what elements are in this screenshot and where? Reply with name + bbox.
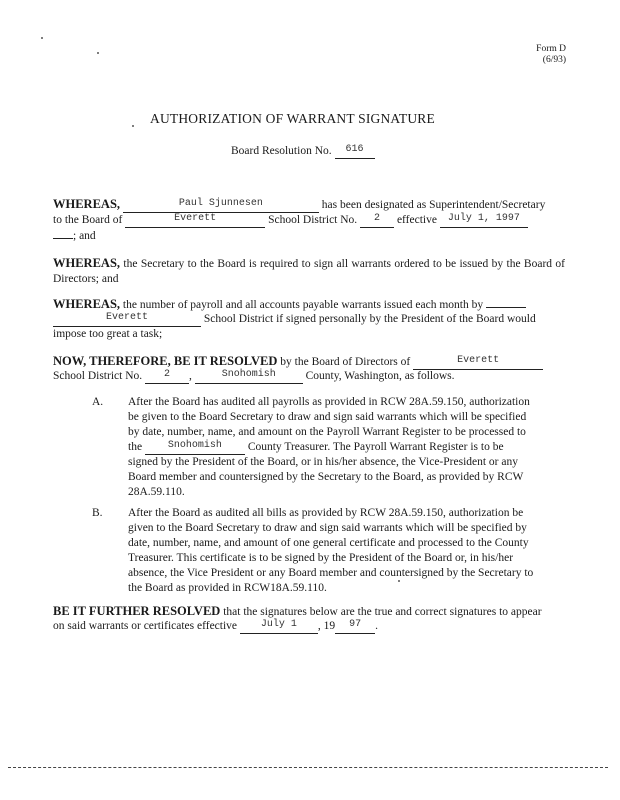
further-text1: that the signatures below are the true and correct signatures to appear [223,606,542,618]
item-a-county: Snohomish [145,443,245,455]
whereas1-text4: effective [396,214,437,226]
form-number-label: Form D [536,44,566,54]
whereas3-lead: WHEREAS, [53,297,121,311]
whereas3-text2: School District if signed personally by the President of the Board would [203,313,536,325]
item-b-line6: the Board as provided in RCW18A.59.110. [128,582,327,594]
now-therefore-text3: County, Washington, as follows. [305,370,455,382]
scan-speck [132,125,134,127]
designee-name: Paul Sjunnesen [123,201,319,213]
whereas1-district-no: 2 [360,216,394,228]
whereas3-blank [486,307,526,308]
whereas1-line1 [53,197,545,213]
scan-speck [398,580,400,582]
now-therefore-text2: School District No. [53,370,143,382]
now-therefore-district: Everett [413,358,543,370]
whereas1-text5: ; and [73,230,96,242]
item-a-label: A. [92,396,104,408]
whereas1-text1: has been designated as Superintendent/Secretary [321,199,546,211]
whereas3-text1: the number of payroll and all accounts payable warrants issued each month by [122,299,484,311]
item-b-paragraph [128,506,568,596]
whereas1-blank [53,238,73,239]
item-b-line1: After the Board as audited all bills as provided by RCW 28A.59.150, authorization be [128,507,524,519]
further-year-prefix: 19 [323,620,336,632]
item-a-line6: Board member and countersigned by the Secretary to the Board, as provided by RCW [128,471,524,483]
whereas1-district: Everett [125,216,265,228]
whereas1-line3 [53,229,96,243]
further-effective-date: July 1 [240,622,318,634]
now-therefore-line1 [53,354,543,370]
whereas2-text: the Secretary to the Board is required to sign all warrants ordered to be issued by the Board of Directors; and [53,258,566,285]
now-therefore-line2: School District No. 2 , Snohomish County, Washington, as follows. [53,369,455,382]
item-a-line1: After the Board has audited all payrolls as provided in RCW 28A.59.150, authorization [128,396,530,408]
scan-speck [41,37,43,39]
item-a-paragraph [128,395,568,500]
whereas1-text2: to the Board of [53,214,123,226]
further-text2: on said warrants or certificates effective [53,620,238,632]
item-a-line5: signed by the President of the Board, or in his/her absence, the Vice-President or any [128,456,518,468]
item-b-line4: Treasurer. This certificate is to be signed by the President of the Board or, in his/her [128,552,514,564]
item-a-line7: 28A.59.110. [128,486,185,498]
whereas1-effective-date: July 1, 1997 [440,216,528,228]
item-a-line4: the Snohomish County Treasurer. The Payroll Warrant Register is to be [128,440,504,453]
whereas2-lead: WHEREAS, [53,256,121,270]
now-therefore-lead: NOW, THEREFORE, BE IT RESOLVED [53,354,278,368]
document-title: AUTHORIZATION OF WARRANT SIGNATURE [150,111,435,126]
item-b-label: B. [92,507,103,519]
scan-bottom-edge [8,767,608,768]
item-b-line5: absence, the Vice President or any Board member and countersigned by the Secretary to [128,567,534,579]
whereas3-district: Everett [53,315,201,327]
further-text3: . [375,620,379,632]
further-line1 [53,604,542,619]
board-resolution-line [231,144,375,159]
board-resolution-number: 616 [335,147,375,159]
item-b-line2: given to the Board Secretary to draw and sign said warrants which will be specified by [128,522,527,534]
board-resolution-label: Board Resolution No. [231,145,332,157]
whereas1-line2 [53,213,528,228]
now-therefore-county: Snohomish [195,372,303,384]
now-therefore-text1: by the Board of Directors of [280,356,411,368]
now-therefore-district-no: 2 [145,372,189,384]
whereas3-line1 [53,297,526,312]
further-line2: on said warrants or certificates effective July 1 , 19 97 . [53,619,379,632]
whereas1-lead: WHEREAS, [53,197,121,211]
further-lead: BE IT FURTHER RESOLVED [53,604,221,618]
whereas3-line3: impose too great a task; [53,328,163,340]
item-a-line2: be given to the Board Secretary to draw and sign said warrants which will be specified [128,411,527,423]
whereas2-paragraph [53,256,565,287]
form-date: (6/93) [542,55,566,65]
whereas1-text3: School District No. [268,214,358,226]
item-b-line3: date, number, name, and amount of one general certificate and processed to the County [128,537,529,549]
item-a-line3: by date, number, name, and amount on the Payroll Warrant Register to be processed to [128,426,526,438]
further-year: 97 [335,622,375,634]
form-number [500,44,566,66]
whereas3-line2 [53,312,536,327]
scan-speck [97,52,99,54]
